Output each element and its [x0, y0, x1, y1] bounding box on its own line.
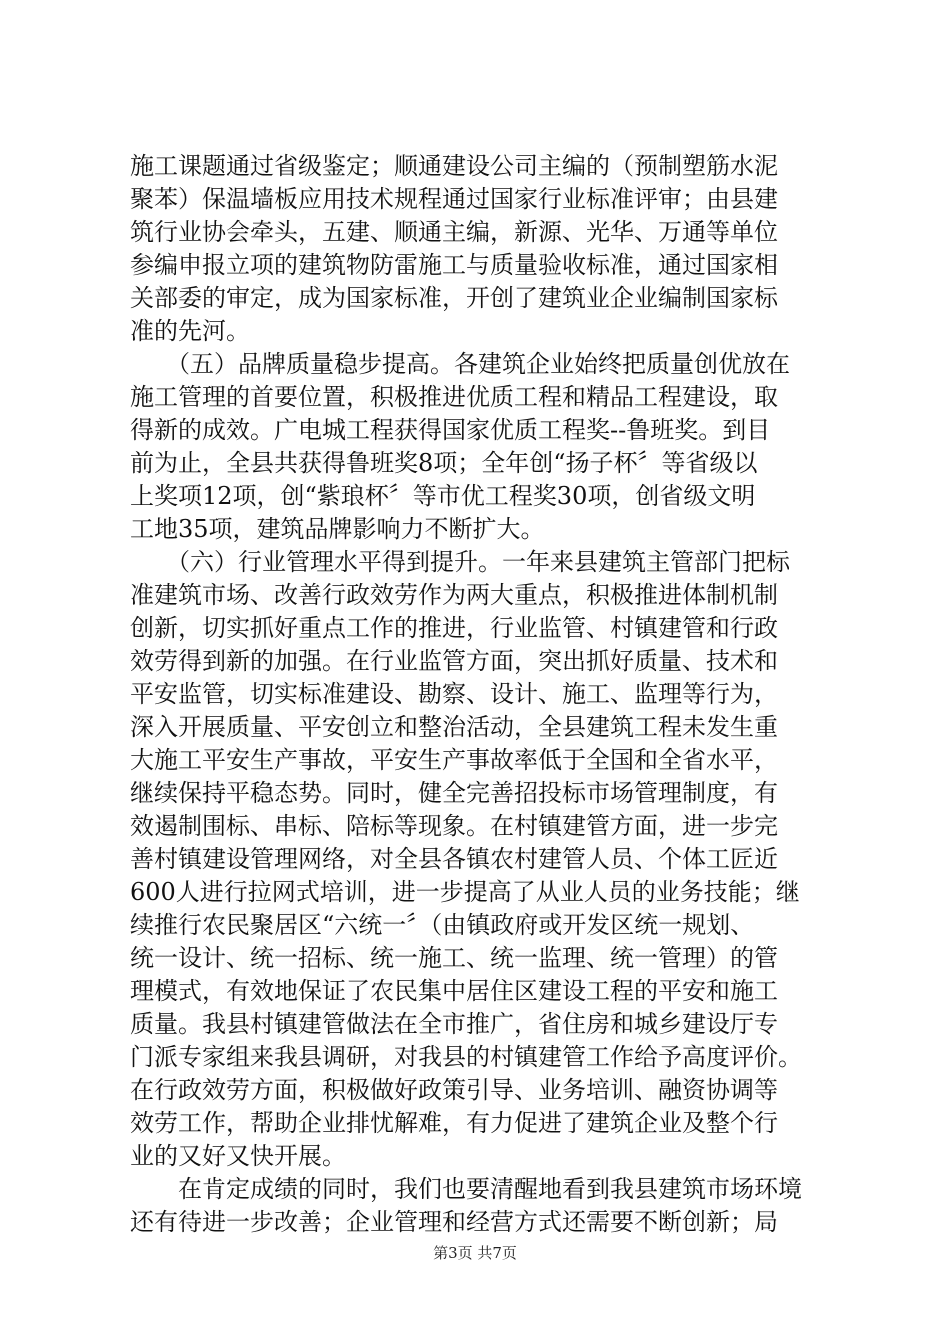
text-line: 质量。我县村镇建管做法在全市推广，省住房和城乡建设厅专 [130, 1010, 778, 1038]
text-line: 统一设计、统一招标、统一施工、统一监理、统一管理）的管 [130, 944, 778, 972]
text-line: 得新的成效。广电城工程获得国家优质工程奖--鲁班奖。到目 [130, 416, 771, 444]
text-line: 600人进行拉网式培训，进一步提高了从业人员的业务技能；继 [130, 878, 800, 906]
text-line: 前为止，全县共获得鲁班奖8项；全年创“扬子杯〞等省级以 [130, 449, 758, 477]
text-line: （五）品牌质量稳步提高。各建筑企业始终把质量创优放在 [130, 350, 790, 378]
text-line: 效劳工作，帮助企业排忧解难，有力促进了建筑企业及整个行 [130, 1109, 778, 1137]
text-line: 理模式，有效地保证了农民集中居住区建设工程的平安和施工 [130, 977, 778, 1005]
text-line: 在行政效劳方面，积极做好政策引导、业务培训、融资协调等 [130, 1076, 778, 1104]
text-line: 善村镇建设管理网络，对全县各镇农村建管人员、个体工匠近 [130, 845, 778, 873]
text-line: 业的又好又快开展。 [130, 1142, 346, 1170]
text-line: 上奖项12项，创“紫琅杯〞等市优工程奖30项，创省级文明 [130, 482, 756, 510]
text-line: 继续保持平稳态势。同时，健全完善招投标市场管理制度，有 [130, 779, 778, 807]
text-line: 关部委的审定，成为国家标准，开创了建筑业企业编制国家标 [130, 284, 778, 312]
text-line: 平安监管，切实标准建设、勘察、设计、施工、监理等行为， [130, 680, 778, 708]
text-line: 门派专家组来我县调研，对我县的村镇建管工作给予高度评价。 [130, 1043, 802, 1071]
text-line: 准建筑市场、改善行政效劳作为两大重点，积极推进体制机制 [130, 581, 778, 609]
text-line: 大施工平安生产事故，平安生产事故率低于全国和全省水平， [130, 746, 778, 774]
text-line: 效劳得到新的加强。在行业监管方面，突出抓好质量、技术和 [130, 647, 778, 675]
text-line: 准的先河。 [130, 317, 250, 345]
text-line: 参编申报立项的建筑物防雷施工与质量验收标准，通过国家相 [130, 251, 778, 279]
page-number: 第3页 共7页 [433, 1244, 517, 1262]
text-line: 效遏制围标、串标、陪标等现象。在村镇建管方面，进一步完 [130, 812, 778, 840]
text-line: 工地35项，建筑品牌影响力不断扩大。 [130, 515, 545, 543]
text-line: 深入开展质量、平安创立和整治活动，全县建筑工程未发生重 [130, 713, 778, 741]
page-footer [0, 1243, 950, 1263]
text-line: 续推行农民聚居区“六统一〞（由镇政府或开发区统一规划、 [130, 911, 755, 939]
text-line: 还有待进一步改善；企业管理和经营方式还需要不断创新；局 [130, 1208, 778, 1236]
text-line: 创新，切实抓好重点工作的推进，行业监管、村镇建管和行政 [130, 614, 778, 642]
text-line: 在肯定成绩的同时，我们也要清醒地看到我县建筑市场环境 [130, 1175, 802, 1203]
text-line: 施工管理的首要位置，积极推进优质工程和精品工程建设，取 [130, 383, 778, 411]
text-line: 施工课题通过省级鉴定；顺通建设公司主编的（预制塑筋水泥 [130, 152, 778, 180]
text-line: （六）行业管理水平得到提升。一年来县建筑主管部门把标 [130, 548, 790, 576]
document-body [130, 150, 830, 1239]
text-line: 筑行业协会牵头，五建、顺通主编，新源、光华、万通等单位 [130, 218, 778, 246]
text-line: 聚苯）保温墙板应用技术规程通过国家行业标准评审；由县建 [130, 185, 778, 213]
